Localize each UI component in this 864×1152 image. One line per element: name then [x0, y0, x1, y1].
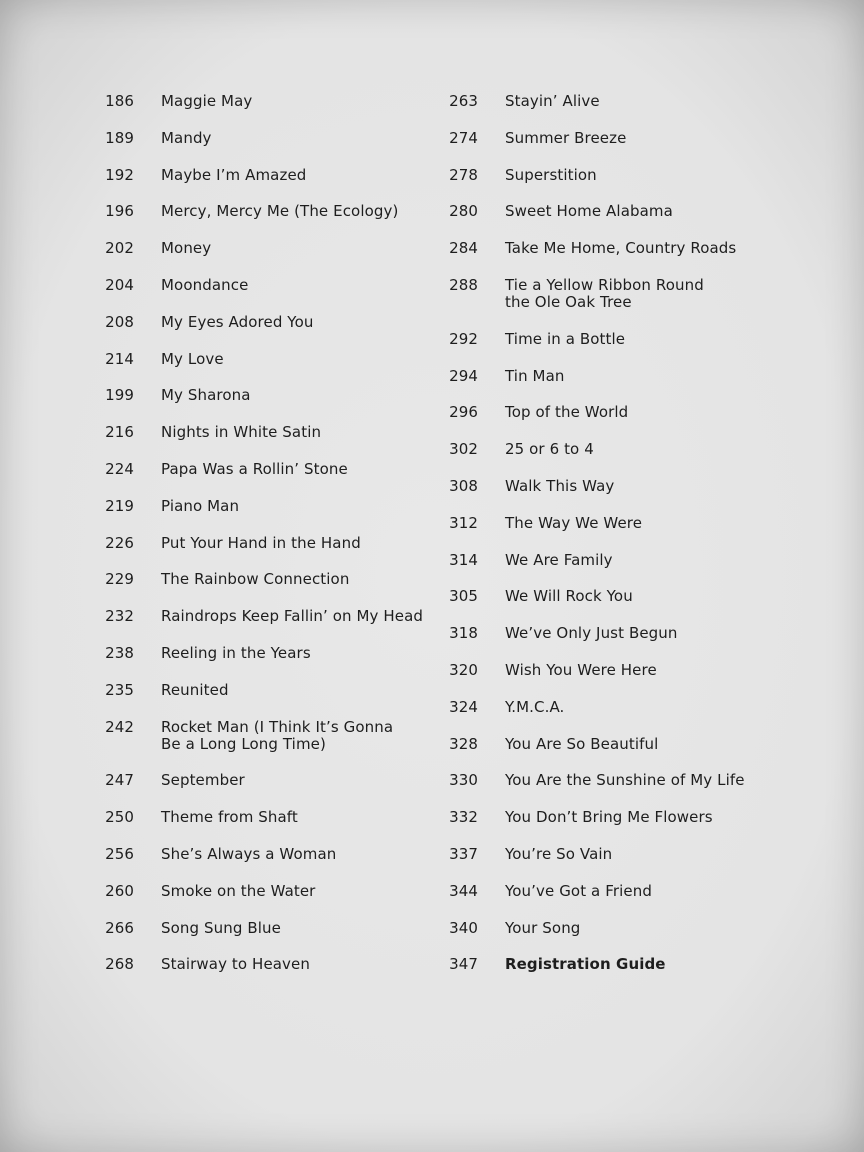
- song-title: The Way We Were: [505, 513, 643, 532]
- page-number: 263: [449, 92, 478, 110]
- song-title: We Will Rock You: [505, 587, 633, 606]
- page-number: 280: [449, 202, 478, 221]
- song-title: We Are Family: [505, 550, 613, 569]
- song-title: Wish You Were Here: [505, 660, 657, 679]
- page-number: 247: [105, 771, 134, 790]
- page-number: 235: [105, 680, 134, 699]
- page-number: 256: [105, 844, 134, 863]
- contents-entry[interactable]: [96, 535, 426, 552]
- contents-entry[interactable]: [96, 682, 426, 699]
- song-title: Reunited: [161, 680, 229, 699]
- contents-entry[interactable]: [440, 956, 760, 973]
- song-title: You’ve Got a Friend: [505, 881, 652, 900]
- page-number: 232: [105, 607, 134, 626]
- song-title: Tie a Yellow Ribbon Round the Ole Oak Tree: [505, 275, 704, 311]
- contents-entry[interactable]: [96, 809, 426, 826]
- contents-entry[interactable]: [440, 277, 760, 311]
- contents-entry[interactable]: [440, 167, 760, 184]
- contents-entry[interactable]: [96, 277, 426, 294]
- page-number: 186: [105, 92, 134, 110]
- song-title: Maggie May: [161, 92, 253, 110]
- page-number: 202: [105, 239, 134, 258]
- song-title: Y.M.C.A.: [505, 697, 565, 716]
- page-number: 219: [105, 496, 134, 515]
- contents-entry[interactable]: [440, 883, 760, 900]
- page-number: 216: [105, 423, 134, 442]
- contents-entry[interactable]: [96, 719, 426, 753]
- page-number: 214: [105, 349, 134, 368]
- song-title: The Rainbow Connection: [161, 570, 350, 589]
- page-number: 196: [105, 202, 134, 221]
- song-title: Summer Breeze: [505, 128, 627, 147]
- song-title: Stairway to Heaven: [161, 955, 310, 974]
- contents-entry[interactable]: [96, 203, 426, 220]
- contents-entry[interactable]: [96, 772, 426, 789]
- page-number: 292: [449, 329, 478, 348]
- contents-entry[interactable]: [440, 699, 760, 716]
- page-number: 337: [449, 844, 478, 863]
- contents-column-left: [96, 93, 426, 993]
- song-title: September: [161, 771, 245, 790]
- song-title: Superstition: [505, 165, 597, 184]
- song-title: My Love: [161, 349, 224, 368]
- page-number: 189: [105, 128, 134, 147]
- contents-entry[interactable]: [96, 93, 426, 110]
- song-title: Moondance: [161, 275, 249, 294]
- contents-entry[interactable]: [96, 608, 426, 625]
- page-number: 320: [449, 660, 478, 679]
- page-number: 330: [449, 771, 478, 790]
- song-title: Time in a Bottle: [505, 329, 626, 348]
- page-number: 302: [449, 440, 478, 459]
- page-number: 296: [449, 403, 478, 422]
- contents-entry[interactable]: [440, 736, 760, 753]
- song-title: Top of the World: [505, 403, 629, 422]
- song-title: Registration Guide: [505, 955, 666, 974]
- song-title: Tin Man: [505, 366, 565, 385]
- page-number: 314: [449, 550, 478, 569]
- page-number: 347: [449, 955, 478, 974]
- page-number: 224: [105, 459, 134, 478]
- song-title: You Are the Sunshine of My Life: [505, 771, 745, 790]
- contents-entry[interactable]: [440, 441, 760, 458]
- song-title: Mercy, Mercy Me (The Ecology): [161, 202, 399, 221]
- song-title: 25 or 6 to 4: [505, 440, 594, 459]
- contents-entry[interactable]: [440, 552, 760, 569]
- page-number: 229: [105, 570, 134, 589]
- page-number: 278: [449, 165, 478, 184]
- song-title: Papa Was a Rollin’ Stone: [161, 459, 348, 478]
- song-title: You Are So Beautiful: [505, 734, 659, 753]
- song-title: Smoke on the Water: [161, 881, 316, 900]
- song-title: Song Sung Blue: [161, 918, 281, 937]
- contents-entry[interactable]: [440, 625, 760, 642]
- contents-entry[interactable]: [96, 846, 426, 863]
- song-title: Piano Man: [161, 496, 240, 515]
- page-number: 199: [105, 386, 134, 405]
- page-number: 308: [449, 476, 478, 495]
- contents-entry[interactable]: [440, 588, 760, 605]
- song-title: Your Song: [505, 918, 581, 937]
- contents-entry[interactable]: [96, 351, 426, 368]
- song-title: You Don’t Bring Me Flowers: [505, 808, 713, 827]
- page-number: 332: [449, 808, 478, 827]
- contents-entry[interactable]: [440, 772, 760, 789]
- contents-entry[interactable]: [96, 314, 426, 331]
- song-title: Sweet Home Alabama: [505, 202, 673, 221]
- contents-entry[interactable]: [440, 203, 760, 220]
- page-number: 192: [105, 165, 134, 184]
- song-title: Walk This Way: [505, 476, 615, 495]
- contents-entry[interactable]: [440, 920, 760, 937]
- contents-entry[interactable]: [96, 387, 426, 404]
- contents-entry[interactable]: [96, 130, 426, 147]
- song-title: You’re So Vain: [505, 844, 613, 863]
- page-number: 242: [105, 717, 134, 736]
- contents-entry[interactable]: [440, 404, 760, 421]
- page-number: 226: [105, 533, 134, 552]
- song-title: Mandy: [161, 128, 212, 147]
- song-title: Raindrops Keep Fallin’ on My Head: [161, 607, 423, 626]
- song-title: My Sharona: [161, 386, 251, 405]
- page-number: 328: [449, 734, 478, 753]
- song-title: Reeling in the Years: [161, 643, 311, 662]
- contents-entry[interactable]: [96, 424, 426, 441]
- song-title: She’s Always a Woman: [161, 844, 337, 863]
- page-number: 208: [105, 312, 134, 331]
- page-number: 266: [105, 918, 134, 937]
- song-title: Theme from Shaft: [161, 808, 298, 827]
- page-number: 318: [449, 624, 478, 643]
- contents-entry[interactable]: [440, 93, 760, 110]
- song-title: Stayin’ Alive: [505, 92, 600, 110]
- contents-column-right: [440, 93, 760, 993]
- page-number: 294: [449, 366, 478, 385]
- page-number: 305: [449, 587, 478, 606]
- page-number: 324: [449, 697, 478, 716]
- contents-entry[interactable]: [440, 662, 760, 679]
- page-number: 344: [449, 881, 478, 900]
- contents-entry[interactable]: [440, 368, 760, 385]
- contents-entry[interactable]: [96, 498, 426, 515]
- page-number: 340: [449, 918, 478, 937]
- page-number: 284: [449, 239, 478, 258]
- contents-entry[interactable]: [440, 130, 760, 147]
- song-title: Rocket Man (I Think It’s Gonna Be a Long Long Time): [161, 717, 394, 753]
- contents-entry[interactable]: [96, 461, 426, 478]
- contents-entry[interactable]: [440, 478, 760, 495]
- page-number: 204: [105, 275, 134, 294]
- contents-entry[interactable]: [96, 920, 426, 937]
- song-title: Maybe I’m Amazed: [161, 165, 307, 184]
- page-number: 312: [449, 513, 478, 532]
- song-title: We’ve Only Just Begun: [505, 624, 678, 643]
- song-title: Take Me Home, Country Roads: [505, 239, 737, 258]
- song-title: Money: [161, 239, 212, 258]
- page-number: 250: [105, 808, 134, 827]
- song-title: My Eyes Adored You: [161, 312, 314, 331]
- contents-entry[interactable]: [96, 571, 426, 588]
- song-title: Nights in White Satin: [161, 423, 322, 442]
- page-number: 268: [105, 955, 134, 974]
- contents-entry[interactable]: [440, 331, 760, 348]
- contents-entry[interactable]: [440, 846, 760, 863]
- page-number: 288: [449, 275, 478, 294]
- contents-entry[interactable]: [440, 240, 760, 257]
- contents-entry[interactable]: [440, 515, 760, 532]
- song-title: Put Your Hand in the Hand: [161, 533, 361, 552]
- contents-entry[interactable]: [440, 809, 760, 826]
- contents-entry[interactable]: [96, 883, 426, 900]
- contents-entry[interactable]: [96, 240, 426, 257]
- page-number: 238: [105, 643, 134, 662]
- page-number: 260: [105, 881, 134, 900]
- contents-entry[interactable]: [96, 645, 426, 662]
- contents-entry[interactable]: [96, 167, 426, 184]
- page-number: 274: [449, 128, 478, 147]
- contents-entry[interactable]: [96, 956, 426, 973]
